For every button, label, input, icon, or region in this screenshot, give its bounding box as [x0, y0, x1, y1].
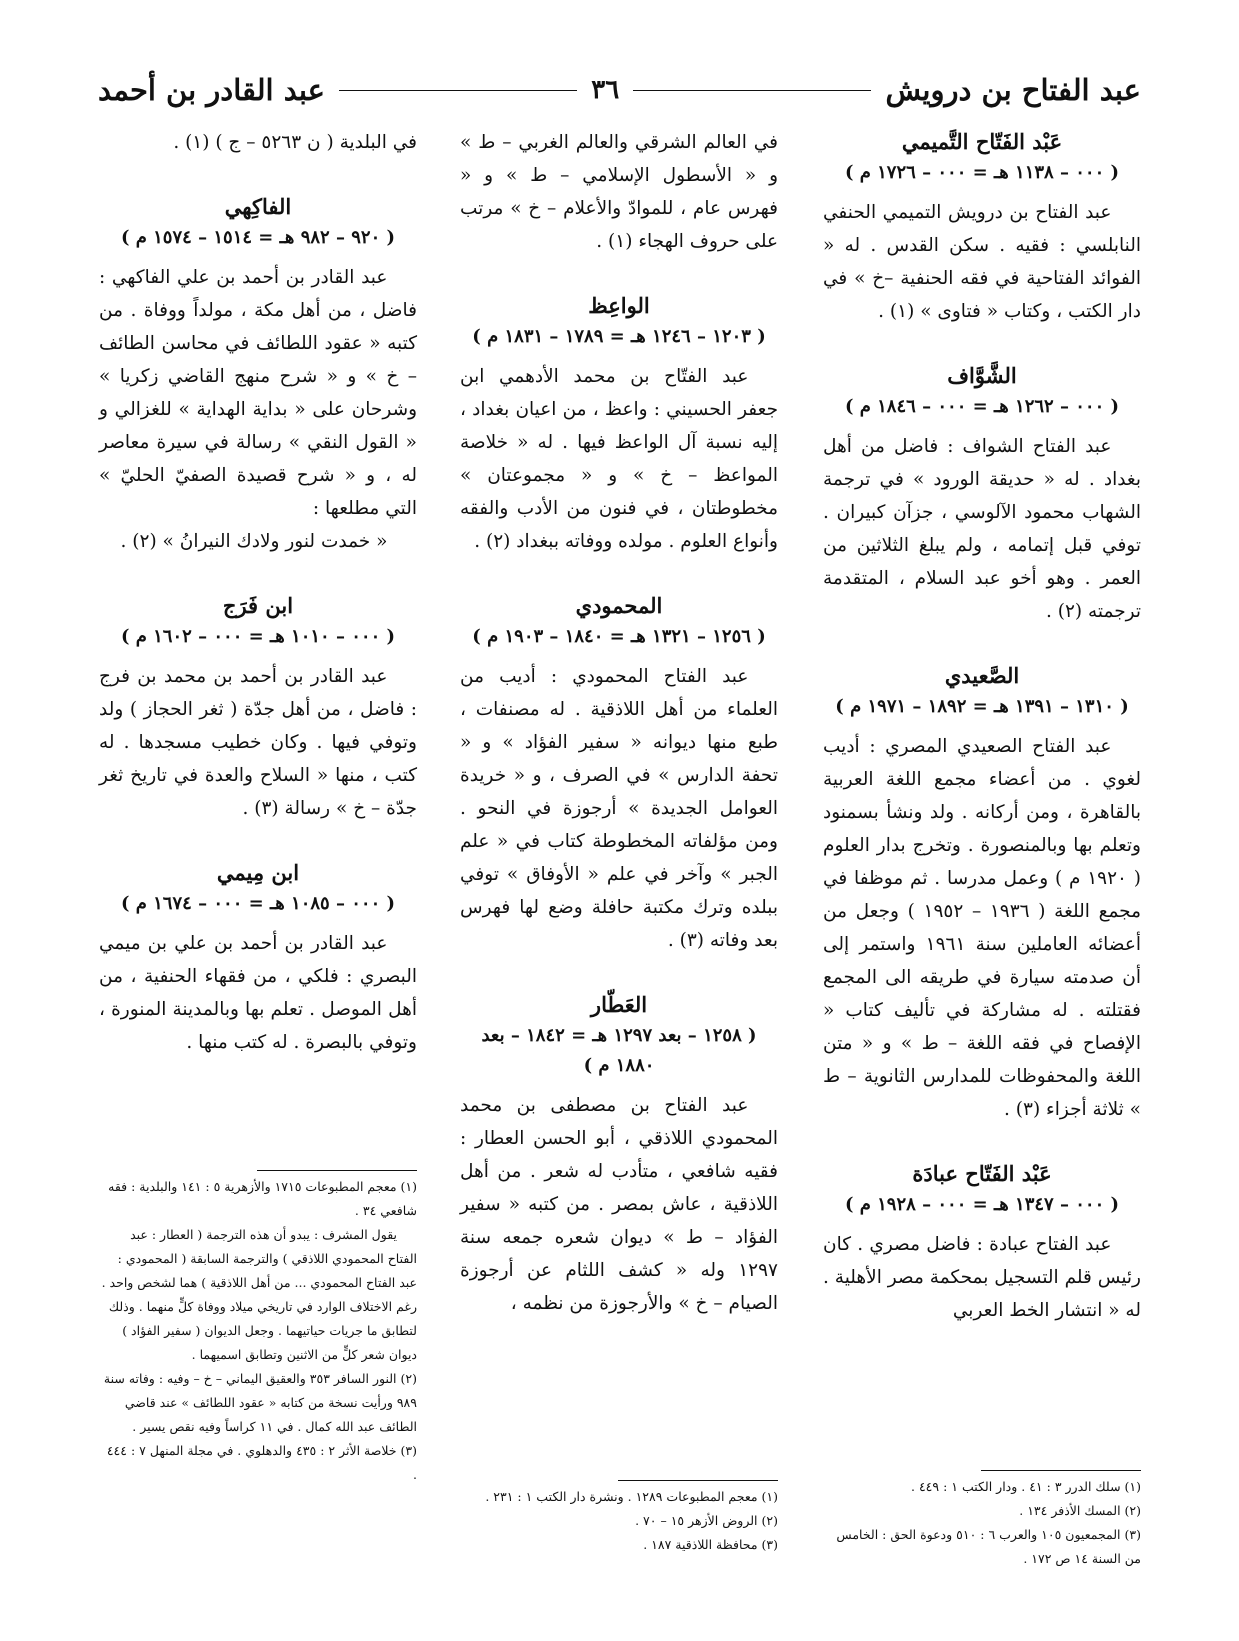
- entry-dates: ( ١٢٥٦ – ١٣٢١ هـ = ١٨٤٠ – ١٩٠٣ م ): [472, 626, 766, 647]
- footnote: (٢) النور السافر ٣٥٣ والعقيق اليماني – خ – وفيه : وفاته سنة ٩٨٩ ورأيت نسخة من كتابه « عقود اللطائف » عند قاضي الطائف عبد الله كمال . في ١١ كراساً وفيه نقص يسير .: [103, 1371, 417, 1434]
- footnote: (٣) المجمعيون ١٠٥ والعرب ٦ : ٥١٠ ودعوة الحق : الخامس من السنة ١٤ ص ١٧٢ .: [836, 1527, 1141, 1566]
- entry-text: في العالم الشرقي والعالم الغربي – ط » و « الأسطول الإسلامي – ط » و « فهرس عام ، للموادّ والأعلام – خ » مرتب على حروف الهجاء (١) .: [460, 132, 778, 252]
- entry-text: في البلدية ( ن ٥٢٦٣ – ج ) (١) .: [173, 132, 417, 153]
- entry-title: المحمودي: [575, 593, 663, 618]
- entry-text: عبد القادر بن أحمد بن محمد بن فرج : فاضل ، من أهل جدّة ( ثغر الحجاز ) ولد وتوفي فيها . وكان خطيب مسجدها . له كتب ، منها « السلاح والعدة في تاريخ ثغر جدّة – خ » رسالة (٣) .: [99, 666, 417, 819]
- footnote-rule: [257, 1170, 417, 1171]
- entry: [460, 989, 778, 1320]
- entry: [823, 1158, 1141, 1327]
- entry-dates: ( ٠٠٠ – ١٣٤٧ هـ = ٠٠٠ – ١٩٢٨ م ): [844, 1194, 1120, 1215]
- footnote-rule: [618, 1480, 778, 1481]
- entry-title: ابن فَرَج: [222, 593, 294, 618]
- page-number: ٣٦: [591, 75, 620, 105]
- entry-title: ابن مِيمي: [216, 860, 300, 885]
- entry-dates: ( ١٢٥٨ – بعد ١٢٩٧ هـ = ١٨٤٢ – بعد ١٨٨٠ م ): [481, 1025, 757, 1076]
- entry-text: عبد الفتاح بن مصطفى بن محمد المحمودي اللاذقي ، أبو الحسن العطار : فقيه شافعي ، متأدب له شعر . من أهل اللاذقية ، عاش بمصر . من كتبه « سفير الفؤاد – ط » ديوان شعره جمعه سنة ١٢٩٧ وله « كشف اللثام عن أرجوزة الصيام – خ » والأرجوزة من نظمه ،: [460, 1095, 778, 1314]
- entry-text: عبد الفتاح الصعيدي المصري : أديب لغوي . من أعضاء مجمع اللغة العربية بالقاهرة ، ومن أركانه . ولد ونشأ بسمنود وتعلم بها وبالمنصورة . وتخرج بدار العلوم ( ١٩٢٠ م ) وعمل مدرسا . ثم موظفا في مجمع اللغة ( ١٩٣٦ – ١٩٥٢ ) وجعل من أعضائه العاملين سنة ١٩٦١ واستمر إلى أن صدمته سيارة في طريقه الى المجمع فقتلته . له مشاركة في تأليف كتاب « الإفصاح في فقه اللغة – ط » و « متن اللغة والمحفوظات للمدارس الثانوية – ط » ثلاثة أجزاء (٣) .: [823, 736, 1141, 1120]
- entry-dates: ( ٩٢٠ – ٩٨٢ هـ = ١٥١٤ – ١٥٧٤ م ): [120, 227, 396, 248]
- entry-title: عَبْد الفَتّاح التَّميمي: [901, 129, 1063, 154]
- header-left-title: عبد القادر بن أحمد: [97, 73, 325, 107]
- entry-title: العَطّار: [590, 992, 648, 1017]
- entry-text: عبد القادر بن أحمد بن علي الفاكهي : فاضل ، من أهل مكة ، مولداً ووفاة . من كتبه « عقود اللطائف في محاسن الطائف – خ » و « شرح منهج القاضي زكريا » وشرحان على « بداية الهداية » للغزالي و « القول النقي » رسالة في سيرة معاصر له ، و « شرح قصيدة الصفيّ الحليّ » التي مطلعها :: [99, 267, 417, 519]
- footnotes-middle: [460, 1480, 778, 1557]
- entry-text: عبد الفتاح المحمودي : أديب من العلماء من أهل اللاذقية . له مصنفات ، طبع منها ديوانه « سفير الفؤاد » و « تحفة الدارس » في الصرف ، و « خريدة العوامل الجديدة » أرجوزة في النحو . ومن مؤلفاته المخطوطة كتاب في « علم الجبر » وآخر في علم « الأوفاق » توفي ببلده وترك مكتبة حافلة وضع لها فهرس بعد وفاته (٣) .: [460, 666, 778, 951]
- footnotes-right: [823, 1470, 1141, 1571]
- entry-dates: ( ٠٠٠ – ١٠٨٥ هـ = ٠٠٠ – ١٦٧٤ م ): [120, 893, 396, 914]
- footnote: (٢) المسك الأذفر ١٣٤ .: [1019, 1503, 1141, 1518]
- header-right-title: عبد الفتاح بن درويش: [885, 73, 1141, 107]
- footnotes-left: [99, 1170, 417, 1487]
- entry-text: عبد الفتاح بن درويش التميمي الحنفي النابلسي : فقيه . سكن القدس . له « الفوائد الفتاحية في فقه الحنفية –خ » في دار الكتب ، وكتاب « فتاوى » (١) .: [823, 202, 1141, 322]
- entry: [823, 360, 1141, 628]
- entry-continuation: [460, 126, 778, 258]
- header-rule-left: [339, 90, 577, 91]
- entry-text: عبد الفتاح عبادة : فاضل مصري . كان رئيس قلم التسجيل بمحكمة مصر الأهلية . له « انتشار الخط العربي: [823, 1234, 1141, 1321]
- running-header: [98, 70, 1141, 110]
- entry-title: الواعِظ: [588, 293, 650, 318]
- column-middle: [460, 126, 778, 1352]
- entry-title: عَبْد الفَتّاح عبادَة: [912, 1161, 1052, 1186]
- column-right: [823, 126, 1141, 1359]
- entry-dates: ( ٠٠٠ – ١٢٦٢ هـ = ٠٠٠ – ١٨٤٦ م ): [844, 396, 1120, 417]
- entry: [99, 191, 417, 558]
- entry: [99, 590, 417, 825]
- entry: [823, 126, 1141, 328]
- entry-dates: ( ١٢٠٣ – ١٢٤٦ هـ = ١٧٨٩ – ١٨٣١ م ): [472, 326, 766, 347]
- entry-title: الشَّوَّاف: [947, 363, 1017, 388]
- entry-dates: ( ٠٠٠ – ١٠١٠ هـ = ٠٠٠ – ١٦٠٢ م ): [120, 626, 396, 647]
- header-rule-right: [633, 90, 871, 91]
- entry-text: عبد القادر بن أحمد بن علي بن ميمي البصري : فلكي ، من فقهاء الحنفية ، من أهل الموصل . تعلم بها وبالمدينة المنورة ، وتوفي بالبصرة . له كتب منها .: [99, 933, 417, 1053]
- entry-dates: ( ١٣١٠ – ١٣٩١ هـ = ١٨٩٢ – ١٩٧١ م ): [835, 696, 1129, 717]
- entry-text: عبد الفتّاح بن محمد الأدهمي ابن جعفر الحسيني : واعظ ، من اعيان بغداد ، إليه نسبة آل الواعظ فيها . له « خلاصة المواعظ – خ » و « مجموعتان » مخطوطتان ، في فنون من الأدب والفقه وأنواع العلوم . مولده ووفاته ببغداد (٢) .: [460, 366, 778, 552]
- entry: [460, 290, 778, 558]
- footnote-editor-note: يقول المشرف : يبدو أن هذه الترجمة ( العطار : عبد الفتاح المحمودي اللاذقي ) والترجمة السابقة ( المحمودي : عبد الفتاح المحمودي ... من أهل اللاذقية ) هما لشخص واحد . رغم الاختلاف الوارد في تاريخي ميلاد ووفاة كلٍّ منهما . وذلك لتطابق ما جريات حياتيهما . وجعل الديوان ( سفير الفؤاد ) ديوان شعر كلٍّ من الاثنين وتطابق اسميهما .: [101, 1227, 417, 1362]
- entry-title: الفاكِهي: [224, 194, 292, 219]
- entry-continuation: [99, 126, 417, 159]
- column-left: [99, 126, 417, 1091]
- footnote: (٣) خلاصة الأثر ٢ : ٤٣٥ والدهلوي . في مجلة المنهل ٧ : ٤٤٤ .: [106, 1443, 417, 1482]
- entry-dates: ( ٠٠٠ – ١١٣٨ هـ = ٠٠٠ – ١٧٢٦ م ): [844, 162, 1120, 183]
- entry-title: الصَّعيدي: [944, 663, 1020, 688]
- footnote: (١) معجم المطبوعات ١٢٨٩ . ونشرة دار الكتب ١ : ٢٣١ .: [485, 1489, 778, 1504]
- footnote: (٢) الروض الأزهر ١٥ – ٧٠ .: [635, 1513, 778, 1528]
- entry-verse: « خمدت لنور ولادك النيرانُ » (٢) .: [120, 531, 388, 552]
- entry: [823, 660, 1141, 1126]
- footnote-rule: [981, 1470, 1141, 1471]
- entry: [460, 590, 778, 957]
- entry-text: عبد الفتاح الشواف : فاضل من أهل بغداد . له « حديقة الورود » في ترجمة الشهاب محمود الآلوسي ، جزآن كبيران . توفي قبل إتمامه ، ولم يبلغ الثلاثين من العمر . وهو أخو عبد السلام ، المتقدمة ترجمته (٢) .: [823, 436, 1141, 622]
- footnote: (٣) محافظة اللاذقية ١٨٧ .: [643, 1537, 778, 1552]
- footnote: (١) معجم المطبوعات ١٧١٥ والأزهرية ٥ : ١٤١ والبلدية : فقه شافعي ٣٤ .: [108, 1179, 417, 1218]
- entry: [99, 857, 417, 1059]
- footnote: (١) سلك الدرر ٣ : ٤١ . ودار الكتب ١ : ٤٤٩ .: [910, 1479, 1141, 1494]
